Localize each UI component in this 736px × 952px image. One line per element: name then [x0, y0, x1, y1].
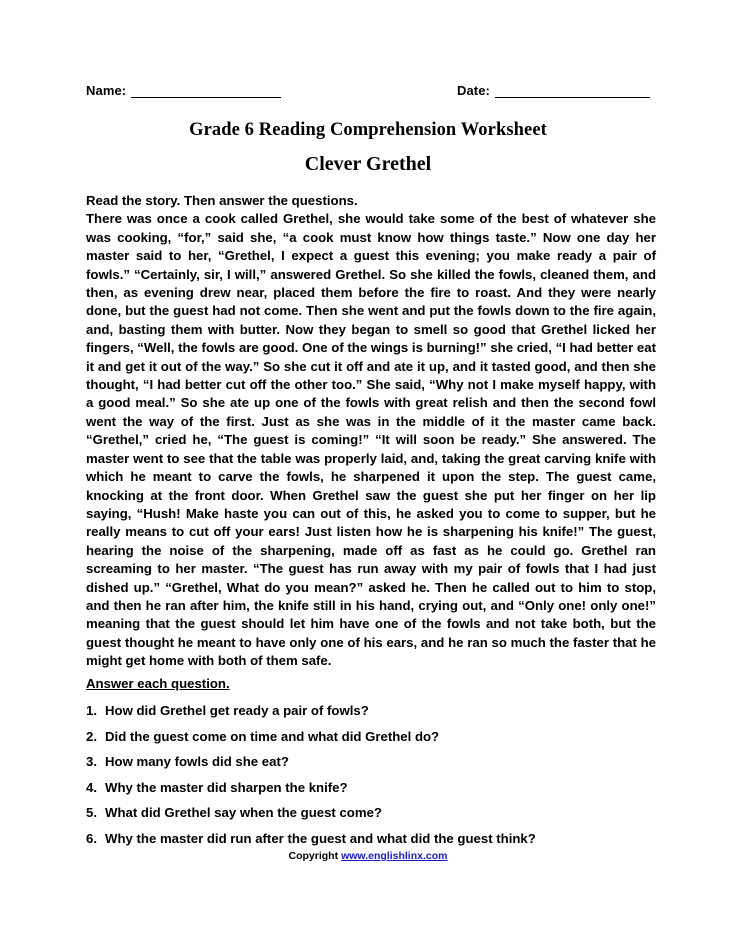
directions-text: Read the story. Then answer the questions.	[86, 193, 358, 208]
date-write-line[interactable]	[495, 85, 650, 98]
list-item[interactable]	[86, 753, 656, 771]
footer	[0, 849, 736, 863]
passage-block	[86, 192, 656, 671]
list-item[interactable]	[86, 702, 656, 720]
question-number: 6.	[86, 830, 97, 846]
questions-heading: Answer each question.	[86, 676, 230, 691]
question-text: Did the guest come on time and what did Grethel do?	[105, 728, 440, 744]
story-title: Clever Grethel	[304, 153, 432, 175]
question-text: How did Grethel get ready a pair of fowls?	[105, 703, 369, 718]
question-number: 2.	[86, 728, 97, 744]
name-write-line[interactable]	[131, 85, 281, 98]
question-list	[86, 702, 656, 848]
question-number: 3.	[86, 754, 97, 769]
copyright-label: Copyright	[288, 850, 339, 862]
question-text: Why the master did run after the guest and what did the guest think?	[105, 830, 536, 846]
name-field[interactable]	[86, 84, 281, 98]
copyright-link[interactable]: www.englishlinx.com	[341, 850, 448, 862]
list-item[interactable]	[86, 804, 656, 822]
name-label: Name:	[86, 83, 127, 98]
date-field[interactable]	[457, 84, 650, 98]
list-item[interactable]	[86, 728, 656, 746]
name-date-row	[86, 84, 650, 98]
page-title: Grade 6 Reading Comprehension Worksheet	[189, 120, 547, 140]
list-item[interactable]	[86, 830, 656, 848]
date-label: Date:	[456, 83, 490, 98]
question-text: Why the master did sharpen the knife?	[105, 779, 348, 795]
question-number: 5.	[86, 805, 97, 820]
question-number: 1.	[86, 703, 97, 718]
story-text: There was once a cook called Grethel, she would take some of the best of whatever she was cooking, “for,” said she, “a cook must know how things taste.” Now one day her master said to her, “Grethel, I expect a guest this evening; you make ready a pair of fowls.” “Certainly, sir, I will,” answered Grethel. So she killed the fowls, cleaned them, and then, as evening drew near, placed them before the fire to roast. And they were nearly done, but the guest had not come. Then she went and put the fowls down to the fire again, and, basting them with butter. Now they began to smell so good that Grethel licked her fingers, “Well, the fowls are good. One of the wings is burning!” she cried, “I had better eat it and get it out of the way.” So she cut it off and ate it up, and it tasted good, and then she thought, “I had better cut off the other too.” She said, “Why not I make myself happy, with a good meal.” So she ate up one of the fowls with great relish and then the second fowl went the way of the first. Just as she was in the middle of it the master came back. “Grethel,” cried he, “The guest is coming!” “It will soon be ready.” She answered. The master went to see that the table was properly laid, and, taking the great carving knife with which he meant to carve the fowls, he sharpened it upon the step. The guest came, knocking at the front door. When Grethel saw the guest she put her finger on her lip saying, “Hush! Make haste you can out of this, he asked you to come to supper, but he really means to cut off your ears! Just listen how he is sharpening his knife!” The guest, hearing the noise of the sharpening, made off as fast as he could go. Grethel ran screaming to her master. “The guest has run away with my pair of fowls that I had just dished up.” “Grethel, What do you mean?” asked he. Then he called out to him to stop, and then he ran after him, the knife still in his hand, crying out, and “Only one! only one!” meaning that the guest should let him have one of the fowls and not take both, but the guest thought he meant to have only one of his ears, and he ran so much the faster that he might get home with both of them safe.	[86, 211, 656, 669]
question-number: 4.	[86, 779, 97, 795]
questions-block	[86, 675, 656, 855]
question-text: What did Grethel say when the guest come?	[105, 805, 382, 820]
list-item[interactable]	[86, 779, 656, 797]
question-text: How many fowls did she eat?	[105, 754, 289, 769]
